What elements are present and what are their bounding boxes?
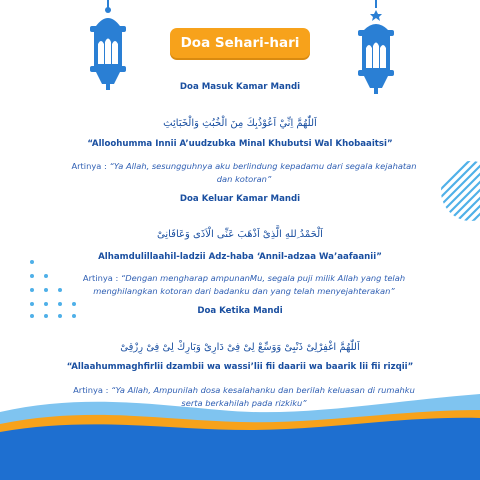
striped-circle-decoration bbox=[440, 160, 480, 222]
page-title: Doa Sehari-hari bbox=[170, 28, 310, 58]
latin-transliteration: Alhamdulillaahil-ladzii Adz-haba ‘Annil-adzaa Wa’aafaanii” bbox=[98, 252, 382, 262]
meaning-body: “Ya Allah, Ampunilah dosa kesalahanku dan berilah keluasan di rumahku serta berkahilah pada rizkiku” bbox=[111, 385, 415, 408]
section-heading: Doa Keluar Kamar Mandi bbox=[179, 194, 301, 204]
meaning-text bbox=[68, 272, 420, 298]
meaning-body: “Ya Allah, sesungguhnya aku berlindung kepadamu dari segala kejahatan dan kotoran” bbox=[109, 161, 417, 184]
latin-transliteration: “Alloohumma Innii A’uudzubka Minal Khubutsi Wal Khobaaitsi” bbox=[87, 139, 393, 149]
section-heading: Doa Masuk Kamar Mandi bbox=[179, 82, 301, 92]
latin-transliteration: “Allaahummaghfirlii dzambii wa wassi’lii fii daarii wa baarik lii fii rizqii” bbox=[66, 362, 414, 372]
meaning-label: Artinya : bbox=[71, 161, 110, 171]
dots-decoration bbox=[28, 258, 88, 320]
arabic-prayer: اَلْحَمْدُ ِللهِ الَّذِىْ اَذْهَبَ عَنِّى الْاَذَى وَعَافَانِىْ bbox=[157, 229, 323, 240]
section-heading: Doa Ketika Mandi bbox=[197, 306, 283, 316]
bottom-wave-decoration bbox=[0, 384, 480, 480]
meaning-text bbox=[68, 160, 420, 186]
arabic-prayer: اَللّٰهُمَّ اِنِّيْ اَعُوْذُبِكَ مِنَ الْخُبُثِ وَالْخَبَائِثِ bbox=[163, 118, 317, 129]
arabic-prayer: اَللّٰهُمَّ اغْفِرْلِىْ ذَنْبِىْ وَوَسِّعْ لِىْ فِىْ دَارِىْ وَبَارِكْ لِىْ فِىْ رِزْقِىْ bbox=[120, 342, 360, 353]
meaning-label: Artinya : bbox=[82, 273, 121, 283]
meaning-body: “Dengan mengharap ampunanMu, segala puji milik Allah yang telah menghilangkan kotoran dari badanku dan yang telah menyejahterakan” bbox=[93, 273, 406, 296]
meaning-label: Artinya : bbox=[73, 385, 112, 395]
